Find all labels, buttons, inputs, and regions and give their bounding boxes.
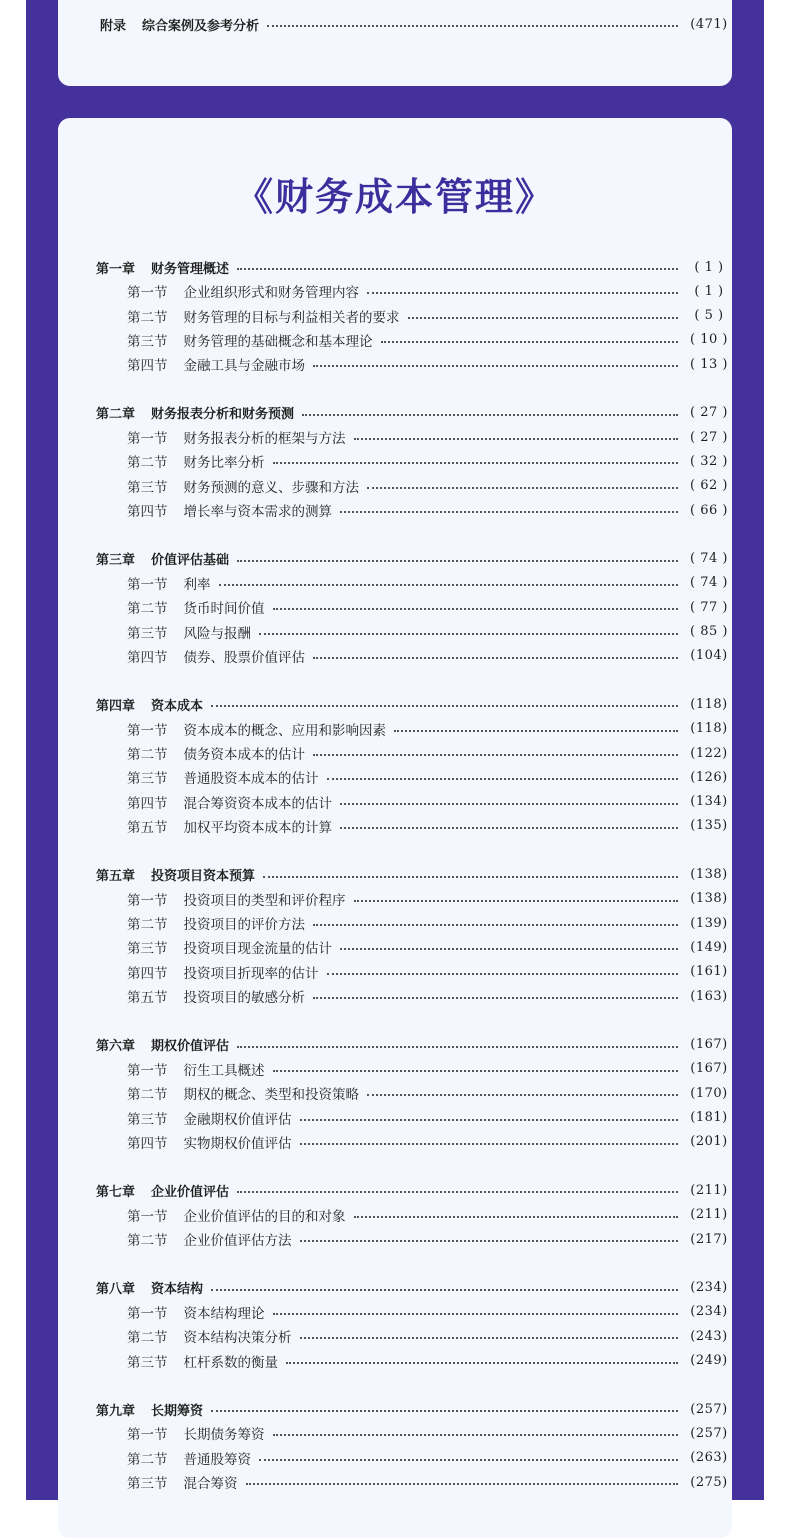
section-entry (58, 1300, 732, 1324)
section-entry (58, 960, 732, 984)
section-entry (58, 911, 732, 935)
section-entry-label: 第二节 (127, 1451, 168, 1468)
section-entry-label: 第二节 (127, 1330, 168, 1347)
section-entry-page: (167) (690, 1061, 728, 1077)
appendix-page: (471) (690, 16, 728, 32)
section-entry-page: ( 10 ) (690, 332, 728, 348)
dot-leader (408, 317, 679, 319)
chapter-entry (58, 1178, 732, 1202)
dot-leader (300, 1143, 679, 1145)
dot-leader (313, 365, 678, 367)
section-entry-label: 第三节 (127, 333, 168, 350)
section-entry-label: 第三节 (127, 1354, 168, 1371)
section-entry (58, 425, 732, 449)
section-entry-title: 企业价值评估的目的和对象 (183, 1208, 346, 1225)
dot-leader (259, 1459, 678, 1461)
section-entry (58, 717, 732, 741)
section-entry-label: 第一节 (127, 431, 168, 448)
section-entry-label: 第四节 (127, 1135, 168, 1152)
section-entry-page: (275) (690, 1474, 728, 1490)
section-entry (58, 1421, 732, 1445)
chapter-entry-label: 第七章 (96, 1184, 136, 1200)
section-entry (58, 1130, 732, 1154)
chapter-entry-title: 长期筹资 (151, 1403, 204, 1419)
section-entry-title: 财务报表分析的框架与方法 (183, 431, 346, 448)
dot-leader (354, 438, 679, 440)
section-entry-page: ( 74 ) (690, 575, 728, 591)
section-entry-title: 衍生工具概述 (183, 1062, 265, 1079)
section-entry-title: 期权的概念、类型和投资策略 (183, 1087, 359, 1104)
section-entry-label: 第二节 (127, 309, 168, 326)
section-entry-label: 第二节 (127, 455, 168, 472)
section-entry (58, 887, 732, 911)
section-entry-label: 第五节 (127, 819, 168, 836)
section-entry-label: 第二节 (127, 1233, 168, 1249)
section-entry-page: ( 32 ) (690, 453, 728, 469)
section-entry-title: 实物期权价值评估 (183, 1135, 292, 1152)
section-entry-title: 投资项目折现率的估计 (183, 965, 319, 982)
section-entry-title: 金融期权价值评估 (183, 1111, 292, 1128)
chapter-entry-page: (234) (690, 1280, 728, 1296)
chapter-entry-label: 第五章 (96, 869, 136, 884)
dot-leader (211, 1410, 678, 1412)
section-entry-page: (243) (690, 1328, 728, 1344)
chapter-entry-page: (118) (690, 696, 728, 712)
section-entry-title: 企业价值评估方法 (183, 1233, 292, 1249)
section-entry-label: 第四节 (127, 965, 168, 982)
section-entry-page: (161) (690, 964, 728, 980)
section-entry (58, 1203, 732, 1227)
dot-leader (313, 657, 678, 659)
dot-leader (340, 948, 678, 950)
chapter-entry-page: (257) (690, 1401, 728, 1417)
section-entry-title: 企业组织形式和财务管理内容 (183, 285, 359, 302)
section-entry-title: 长期债务筹资 (183, 1427, 265, 1444)
chapter-entry (58, 1033, 732, 1057)
section-entry-label: 第一节 (127, 576, 168, 593)
section-entry-title: 增长率与资本需求的测算 (183, 504, 332, 520)
section-entry (58, 1324, 732, 1348)
section-entry-label: 第一节 (127, 722, 168, 739)
section-entry-page: ( 66 ) (690, 502, 728, 518)
section-entry-title: 资本成本的概念、应用和影响因素 (183, 722, 386, 739)
chapter-entry-title: 资本结构 (151, 1282, 204, 1298)
section-entry (58, 935, 732, 959)
section-entry-title: 货币时间价值 (183, 601, 265, 618)
section-entry-title: 投资项目的评价方法 (183, 917, 305, 934)
dot-leader (367, 292, 678, 294)
dot-leader (211, 1289, 678, 1291)
section-entry-label: 第四节 (127, 795, 168, 812)
section-entry (58, 304, 732, 328)
section-entry-title: 投资项目的敏感分析 (183, 990, 305, 1006)
dot-leader (302, 414, 678, 416)
section-entry-page: (211) (690, 1207, 728, 1223)
dot-leader (313, 997, 678, 999)
appendix-label: 附录 (100, 18, 127, 34)
chapter-entry (58, 692, 732, 716)
dot-leader (273, 1070, 679, 1072)
section-entry-label: 第一节 (127, 892, 168, 909)
section-entry (58, 449, 732, 473)
appendix-entry (58, 12, 732, 36)
section-entry-title: 混合筹资资本成本的估计 (183, 795, 332, 812)
dot-leader (381, 341, 679, 343)
book-title: 《财务成本管理》 (234, 175, 555, 219)
section-entry-title: 利率 (183, 576, 211, 593)
chapter-entry-page: ( 74 ) (690, 551, 728, 567)
section-entry-page: (139) (690, 915, 728, 931)
section-entry-page: (122) (690, 745, 728, 761)
section-entry-title: 投资项目的类型和评价程序 (183, 892, 346, 909)
section-entry-page: (134) (690, 794, 728, 810)
section-entry-page: (234) (690, 1304, 728, 1320)
dot-leader (300, 1240, 679, 1242)
section-entry (58, 279, 732, 303)
section-entry-title: 债券、股票价值评估 (183, 649, 305, 666)
dot-leader (354, 1216, 679, 1218)
section-entry-page: (263) (690, 1450, 728, 1466)
section-entry-page: ( 62 ) (690, 478, 728, 494)
chapter-entry-label: 第二章 (96, 407, 136, 423)
chapter-entry-title: 价值评估基础 (151, 553, 230, 569)
section-entry (58, 1057, 732, 1081)
chapter-entry (58, 255, 732, 279)
section-entry-label: 第一节 (127, 1427, 168, 1444)
chapter-entry-page: ( 1 ) (694, 259, 724, 275)
chapter-entry-title: 财务管理概述 (151, 261, 230, 277)
chapter-entry-label: 第九章 (96, 1403, 136, 1419)
section-entry-label: 第一节 (127, 1208, 168, 1225)
toc-card (58, 118, 732, 1538)
section-entry-label: 第四节 (127, 358, 168, 375)
section-entry-page: (126) (690, 769, 728, 785)
section-entry-title: 资本结构决策分析 (183, 1330, 292, 1347)
section-entry-title: 杠杆系数的衡量 (183, 1354, 278, 1371)
section-entry-page: (201) (690, 1134, 728, 1150)
chapter-entry (58, 1397, 732, 1421)
chapter-entry (58, 1276, 732, 1300)
appendix-title: 综合案例及参考分析 (142, 18, 260, 34)
section-entry-title: 资本结构理论 (183, 1305, 265, 1322)
section-entry-page: ( 1 ) (694, 283, 724, 299)
dot-leader (327, 973, 679, 975)
section-entry-label: 第二节 (127, 601, 168, 618)
dot-leader (219, 584, 679, 586)
previous-toc-card (58, 0, 732, 86)
dot-leader (286, 1362, 678, 1364)
section-entry (58, 1349, 732, 1373)
chapter-entry-label: 第八章 (96, 1282, 136, 1298)
dot-leader (340, 827, 678, 829)
section-entry (58, 765, 732, 789)
dot-leader (237, 1191, 678, 1193)
section-entry-page: ( 13 ) (690, 356, 728, 372)
section-entry (58, 814, 732, 838)
section-entry-title: 债务资本成本的估计 (183, 747, 305, 763)
dot-leader (259, 633, 678, 635)
dot-leader (273, 1434, 679, 1436)
dot-leader (327, 778, 679, 780)
section-entry-label: 第四节 (127, 504, 168, 520)
chapter-entry-title: 投资项目资本预算 (151, 869, 256, 884)
section-entry (58, 1446, 732, 1470)
section-entry-title: 投资项目现金流量的估计 (183, 941, 332, 958)
dot-leader (273, 608, 679, 610)
dot-leader (237, 1046, 678, 1048)
section-entry (58, 1470, 732, 1494)
section-entry-page: (170) (690, 1085, 728, 1101)
section-entry-title: 金融工具与金融市场 (183, 358, 305, 375)
section-entry (58, 474, 732, 498)
chapter-entry-page: (167) (690, 1037, 728, 1053)
section-entry-title: 财务比率分析 (183, 455, 265, 472)
chapter-entry (58, 863, 732, 887)
dot-leader (237, 268, 678, 270)
chapter-entry-page: ( 27 ) (690, 405, 728, 421)
dot-leader (300, 1119, 679, 1121)
section-entry-page: (104) (690, 648, 728, 664)
section-entry-title: 财务预测的意义、步骤和方法 (183, 479, 359, 496)
dot-leader (246, 1483, 679, 1485)
section-entry-page: (149) (690, 939, 728, 955)
dot-leader (263, 876, 678, 878)
section-entry (58, 644, 732, 668)
section-entry-page: (138) (690, 891, 728, 907)
section-entry-title: 财务管理的基础概念和基本理论 (183, 333, 373, 350)
section-entry-label: 第三节 (127, 1476, 168, 1492)
section-entry (58, 1227, 732, 1251)
section-entry-page: (257) (690, 1425, 728, 1441)
chapter-entry-label: 第四章 (96, 698, 136, 714)
chapter-entry-title: 企业价值评估 (151, 1184, 230, 1200)
section-entry (58, 571, 732, 595)
section-entry-label: 第一节 (127, 1062, 168, 1079)
section-entry-page: (181) (690, 1110, 728, 1125)
section-entry (58, 1081, 732, 1105)
chapter-entry-label: 第六章 (96, 1039, 136, 1055)
chapter-entry-title: 资本成本 (151, 698, 204, 714)
chapter-entry-page: (211) (690, 1182, 728, 1198)
section-entry (58, 595, 732, 619)
section-entry-title: 普通股资本成本的估计 (183, 771, 319, 788)
section-entry (58, 984, 732, 1008)
dot-leader (273, 1313, 679, 1315)
chapter-entry-page: (138) (690, 867, 728, 882)
dot-leader (367, 487, 678, 489)
section-entry-label: 第四节 (127, 649, 168, 666)
section-entry-page: (249) (690, 1353, 728, 1368)
section-entry (58, 620, 732, 644)
section-entry-label: 第三节 (127, 941, 168, 958)
section-entry-label: 第一节 (127, 285, 168, 302)
dot-leader (237, 560, 678, 562)
dot-leader (211, 705, 678, 707)
dot-leader (313, 754, 678, 756)
dot-leader (313, 924, 678, 926)
dot-leader (367, 1094, 678, 1096)
section-entry-page: ( 77 ) (690, 599, 728, 615)
section-entry-title: 风险与报酬 (183, 625, 251, 642)
section-entry (58, 741, 732, 765)
section-entry-label: 第三节 (127, 479, 168, 496)
section-entry-title: 混合筹资 (183, 1476, 238, 1492)
section-entry-page: (217) (690, 1231, 728, 1247)
dot-leader (354, 900, 679, 902)
chapter-entry (58, 401, 732, 425)
section-entry (58, 352, 732, 376)
chapter-entry-title: 期权价值评估 (151, 1039, 230, 1055)
section-entry-page: (163) (690, 988, 728, 1004)
section-entry-label: 第二节 (127, 917, 168, 934)
section-entry-page: ( 85 ) (690, 624, 728, 639)
section-entry-title: 财务管理的目标与利益相关者的要求 (183, 309, 400, 326)
dot-leader (340, 511, 678, 513)
dot-leader (300, 1337, 679, 1339)
section-entry (58, 1106, 732, 1130)
section-entry-title: 加权平均资本成本的计算 (183, 819, 332, 836)
section-entry-label: 第一节 (127, 1305, 168, 1322)
dot-leader (273, 462, 679, 464)
chapter-entry-title: 财务报表分析和财务预测 (151, 407, 295, 423)
section-entry-page: ( 5 ) (694, 308, 724, 324)
chapter-entry-label: 第三章 (96, 553, 136, 569)
section-entry-label: 第三节 (127, 771, 168, 788)
section-entry-label: 第三节 (127, 625, 168, 642)
section-entry-page: (118) (690, 721, 728, 737)
section-entry-page: ( 27 ) (690, 429, 728, 445)
dot-leader (340, 803, 678, 805)
dot-leader (394, 730, 678, 732)
section-entry (58, 328, 732, 352)
dot-leader (267, 25, 678, 27)
section-entry (58, 790, 732, 814)
section-entry-title: 普通股筹资 (183, 1451, 251, 1468)
section-entry-label: 第二节 (127, 747, 168, 763)
chapter-entry (58, 547, 732, 571)
section-entry-label: 第五节 (127, 990, 168, 1006)
section-entry-label: 第三节 (127, 1111, 168, 1128)
chapter-entry-label: 第一章 (96, 261, 136, 277)
section-entry-page: (135) (690, 818, 728, 834)
section-entry-label: 第二节 (127, 1087, 168, 1104)
section-entry (58, 498, 732, 522)
